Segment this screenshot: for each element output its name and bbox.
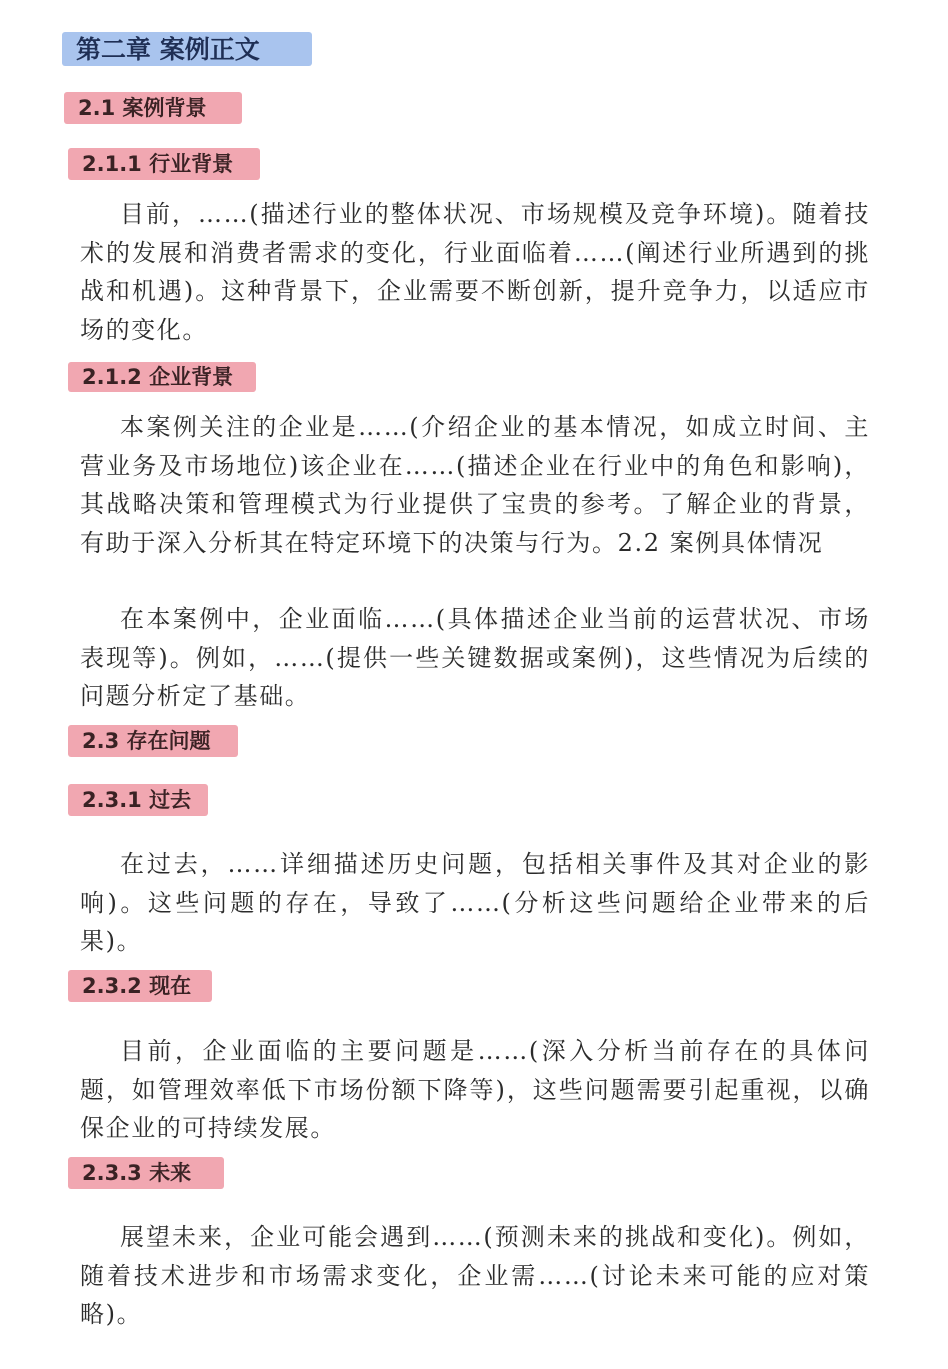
- paragraph-future-outlook: 展望未来，企业可能会遇到……(预测未来的挑战和变化)。例如，随着技术进步和市场需求变化，企业需……(讨论未来可能的应对策略)。: [80, 1223, 870, 1328]
- section-heading-2-1-2: 2.1.2 企业背景: [68, 362, 256, 392]
- paragraph-current-problems: 目前，企业面临的主要问题是……(深入分析当前存在的具体问题，如管理效率低下市场份额下降等)，这些问题需要引起重视，以确保企业的可持续发展。: [80, 1037, 870, 1142]
- section-heading-2-3: 2.3 存在问题: [68, 725, 238, 757]
- chapter-title: 第二章 案例正文: [62, 32, 312, 66]
- paragraph-company-background: 本案例关注的企业是……(介绍企业的基本情况，如成立时间、主营业务及市场地位)该企业在……(描述企业在行业中的角色和影响)，其战略决策和管理模式为行业提供了宝贵的参考。了解企业的背景，有助于深入分析其在特定环境下的决策与行为。2.2 案例具体情况: [80, 413, 870, 557]
- paragraph-industry-background: 目前，……(描述行业的整体状况、市场规模及竞争环境)。随着技术的发展和消费者需求的变化，行业面临着……(阐述行业所遇到的挑战和机遇)。这种背景下，企业需要不断创新，提升竞争力，以适应市场的变化。: [80, 200, 870, 344]
- section-heading-2-3-2: 2.3.2 现在: [68, 970, 212, 1002]
- section-heading-2-1: 2.1 案例背景: [64, 92, 242, 124]
- paragraph-case-details: 在本案例中，企业面临……(具体描述企业当前的运营状况、市场表现等)。例如，……(提供一些关键数据或案例)，这些情况为后续的问题分析定了基础。: [80, 605, 870, 710]
- section-heading-2-3-1: 2.3.1 过去: [68, 784, 208, 816]
- section-heading-2-1-1: 2.1.1 行业背景: [68, 148, 260, 180]
- section-heading-2-3-3: 2.3.3 未来: [68, 1157, 224, 1189]
- paragraph-past-problems: 在过去，……详细描述历史问题，包括相关事件及其对企业的影响)。这些问题的存在，导致了……(分析这些问题给企业带来的后果)。: [80, 850, 870, 955]
